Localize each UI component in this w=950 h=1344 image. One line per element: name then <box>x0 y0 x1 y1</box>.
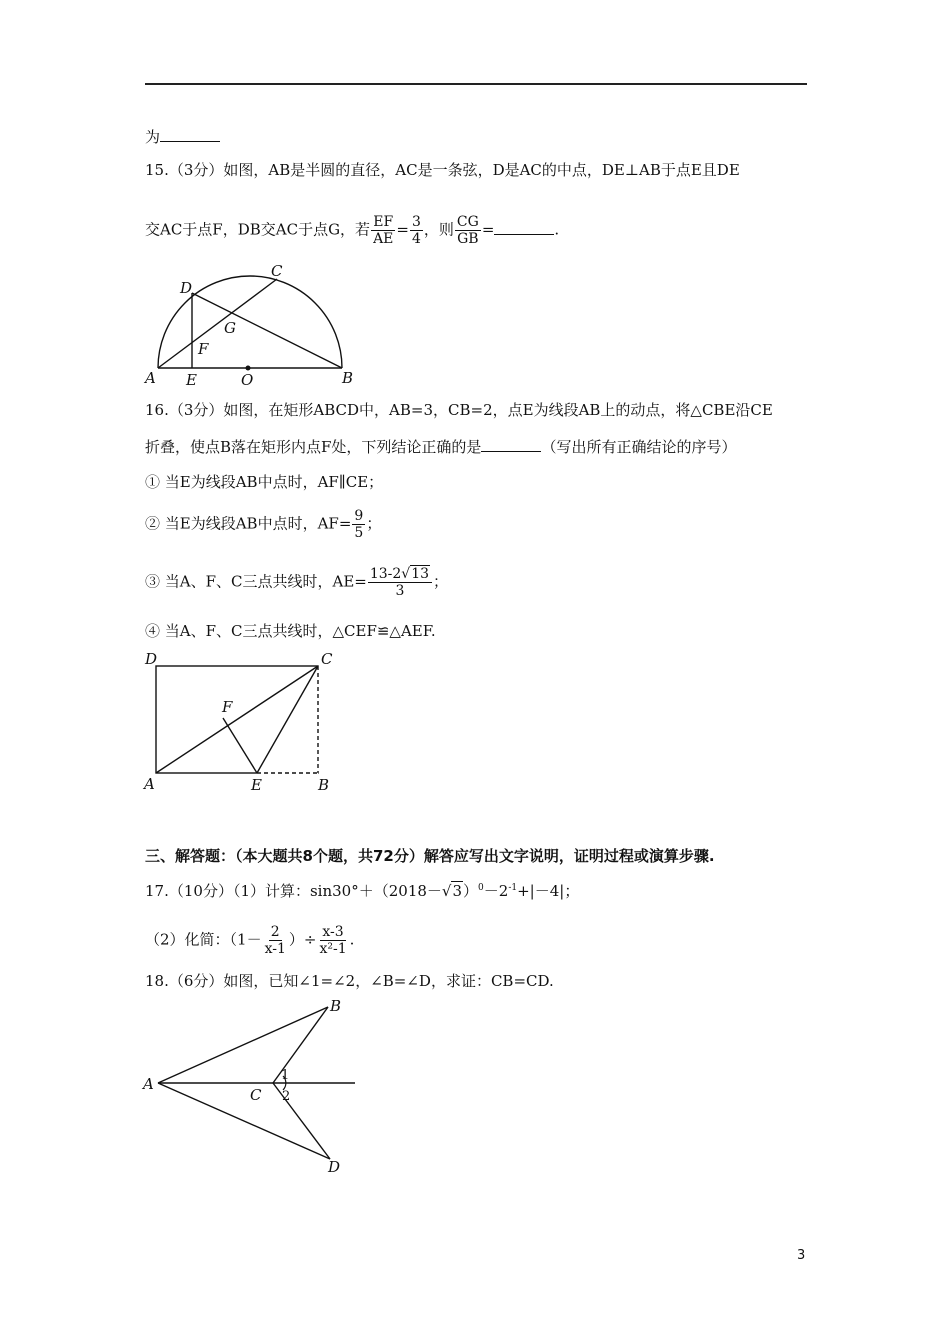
page-number: 3 <box>797 1248 806 1263</box>
q16-figure <box>140 648 340 798</box>
segment-ec <box>257 666 318 773</box>
label-a: A <box>144 775 155 793</box>
q16-option3: ③ 当A、F、C三点共线时，AE= $\frac{13-2√13}{3}$ ； <box>145 566 449 599</box>
label-f: F <box>198 340 209 358</box>
label-b: B <box>330 997 342 1015</box>
q16-option2: ② 当E为线段AB中点时，AF= $\frac{9}{5}$ ； <box>145 508 382 541</box>
answer-blank <box>481 437 541 452</box>
q17-line1: 17.（10分）（1）计算：$\sin 30^\circ+(2018-√3)^0-2^{-1}+|-4|$； <box>145 882 580 900</box>
label-b: B <box>342 369 354 387</box>
segment-ab <box>158 1007 328 1083</box>
segment-db <box>192 293 342 368</box>
continuation-line <box>145 127 220 147</box>
frac-13-root13-3: $\frac{13-2√13}{3}$ <box>368 566 432 599</box>
answer-blank <box>160 127 220 142</box>
segment-fe <box>223 718 257 773</box>
q15-line1: 15.（3分）如图，AB是半圆的直径，AC是一条弦，D是AC的中点，DE⊥AB于点E且DE <box>145 161 740 179</box>
frac-ef-ae: $\frac{EF}{AE}$ <box>373 214 394 247</box>
continuation-text: 为 <box>145 128 161 146</box>
q15-line2: 交AC于点F，DB交AC于点G，若 $\frac{EF}{AE}$ = $\frac{3}{4}$ ，则 $\frac{CG}{GB}$ = . <box>145 214 560 247</box>
q16-option4: ④ 当A、F、C三点共线时，△CEF≌△AEF. <box>145 622 436 640</box>
header-rule <box>145 83 807 85</box>
label-f: F <box>222 698 233 716</box>
center-point-o <box>246 366 251 371</box>
segment-ad <box>158 1083 330 1159</box>
frac-x-3-x2-1: $\frac{x-3}{\text{x²-1}}$ <box>319 924 347 957</box>
label-o: O <box>241 371 254 388</box>
q15-figure <box>140 258 370 388</box>
label-g: G <box>224 319 236 337</box>
diagonal-ac <box>156 666 318 773</box>
q17-line2: （2）化简：（1－ $\frac{2}{x-1}$ ）÷ $\frac{x-3}{\text{x²-1}}$ . <box>145 924 355 957</box>
label-d: D <box>328 1158 341 1176</box>
frac-3-4: $\frac{3}{4}$ <box>411 214 421 247</box>
q18-line1: 18.（6分）如图，已知∠1=∠2，∠B=∠D，求证：CB=CD. <box>145 972 554 990</box>
label-e: E <box>251 776 262 794</box>
label-c: C <box>321 650 333 668</box>
label-angle-2: 2 <box>282 1089 291 1104</box>
frac-cg-gb: $\frac{CG}{GB}$ <box>456 214 479 247</box>
label-d: D <box>180 279 193 297</box>
answer-blank <box>494 220 554 235</box>
frac-2-x-1: $\frac{2}{x-1}$ <box>264 924 286 957</box>
section-3-heading: 三、解答题：（本大题共8个题，共72分）解答应写出文字说明，证明过程或演算步骤. <box>145 847 715 865</box>
label-b: B <box>318 776 330 794</box>
label-a: A <box>145 369 156 387</box>
q16-line2: 折叠，使点B落在矩形内点F处，下列结论正确的是 （写出所有正确结论的序号） <box>145 438 737 456</box>
chord-ac <box>158 279 277 368</box>
label-angle-1: 1 <box>281 1068 290 1083</box>
q16-line1: 16.（3分）如图，在矩形ABCD中，AB=3，CB=2，点E为线段AB上的动点，将△CBE沿CE <box>145 401 773 419</box>
frac-9-5: $\frac{9}{5}$ <box>354 508 364 541</box>
label-e: E <box>186 371 197 388</box>
label-a: A <box>143 1075 154 1093</box>
label-c: C <box>250 1086 262 1104</box>
q18-figure <box>140 996 370 1181</box>
label-c: C <box>271 262 283 280</box>
q16-option1: ① 当E为线段AB中点时，AF∥CE； <box>145 473 384 491</box>
label-d: D <box>145 650 158 668</box>
